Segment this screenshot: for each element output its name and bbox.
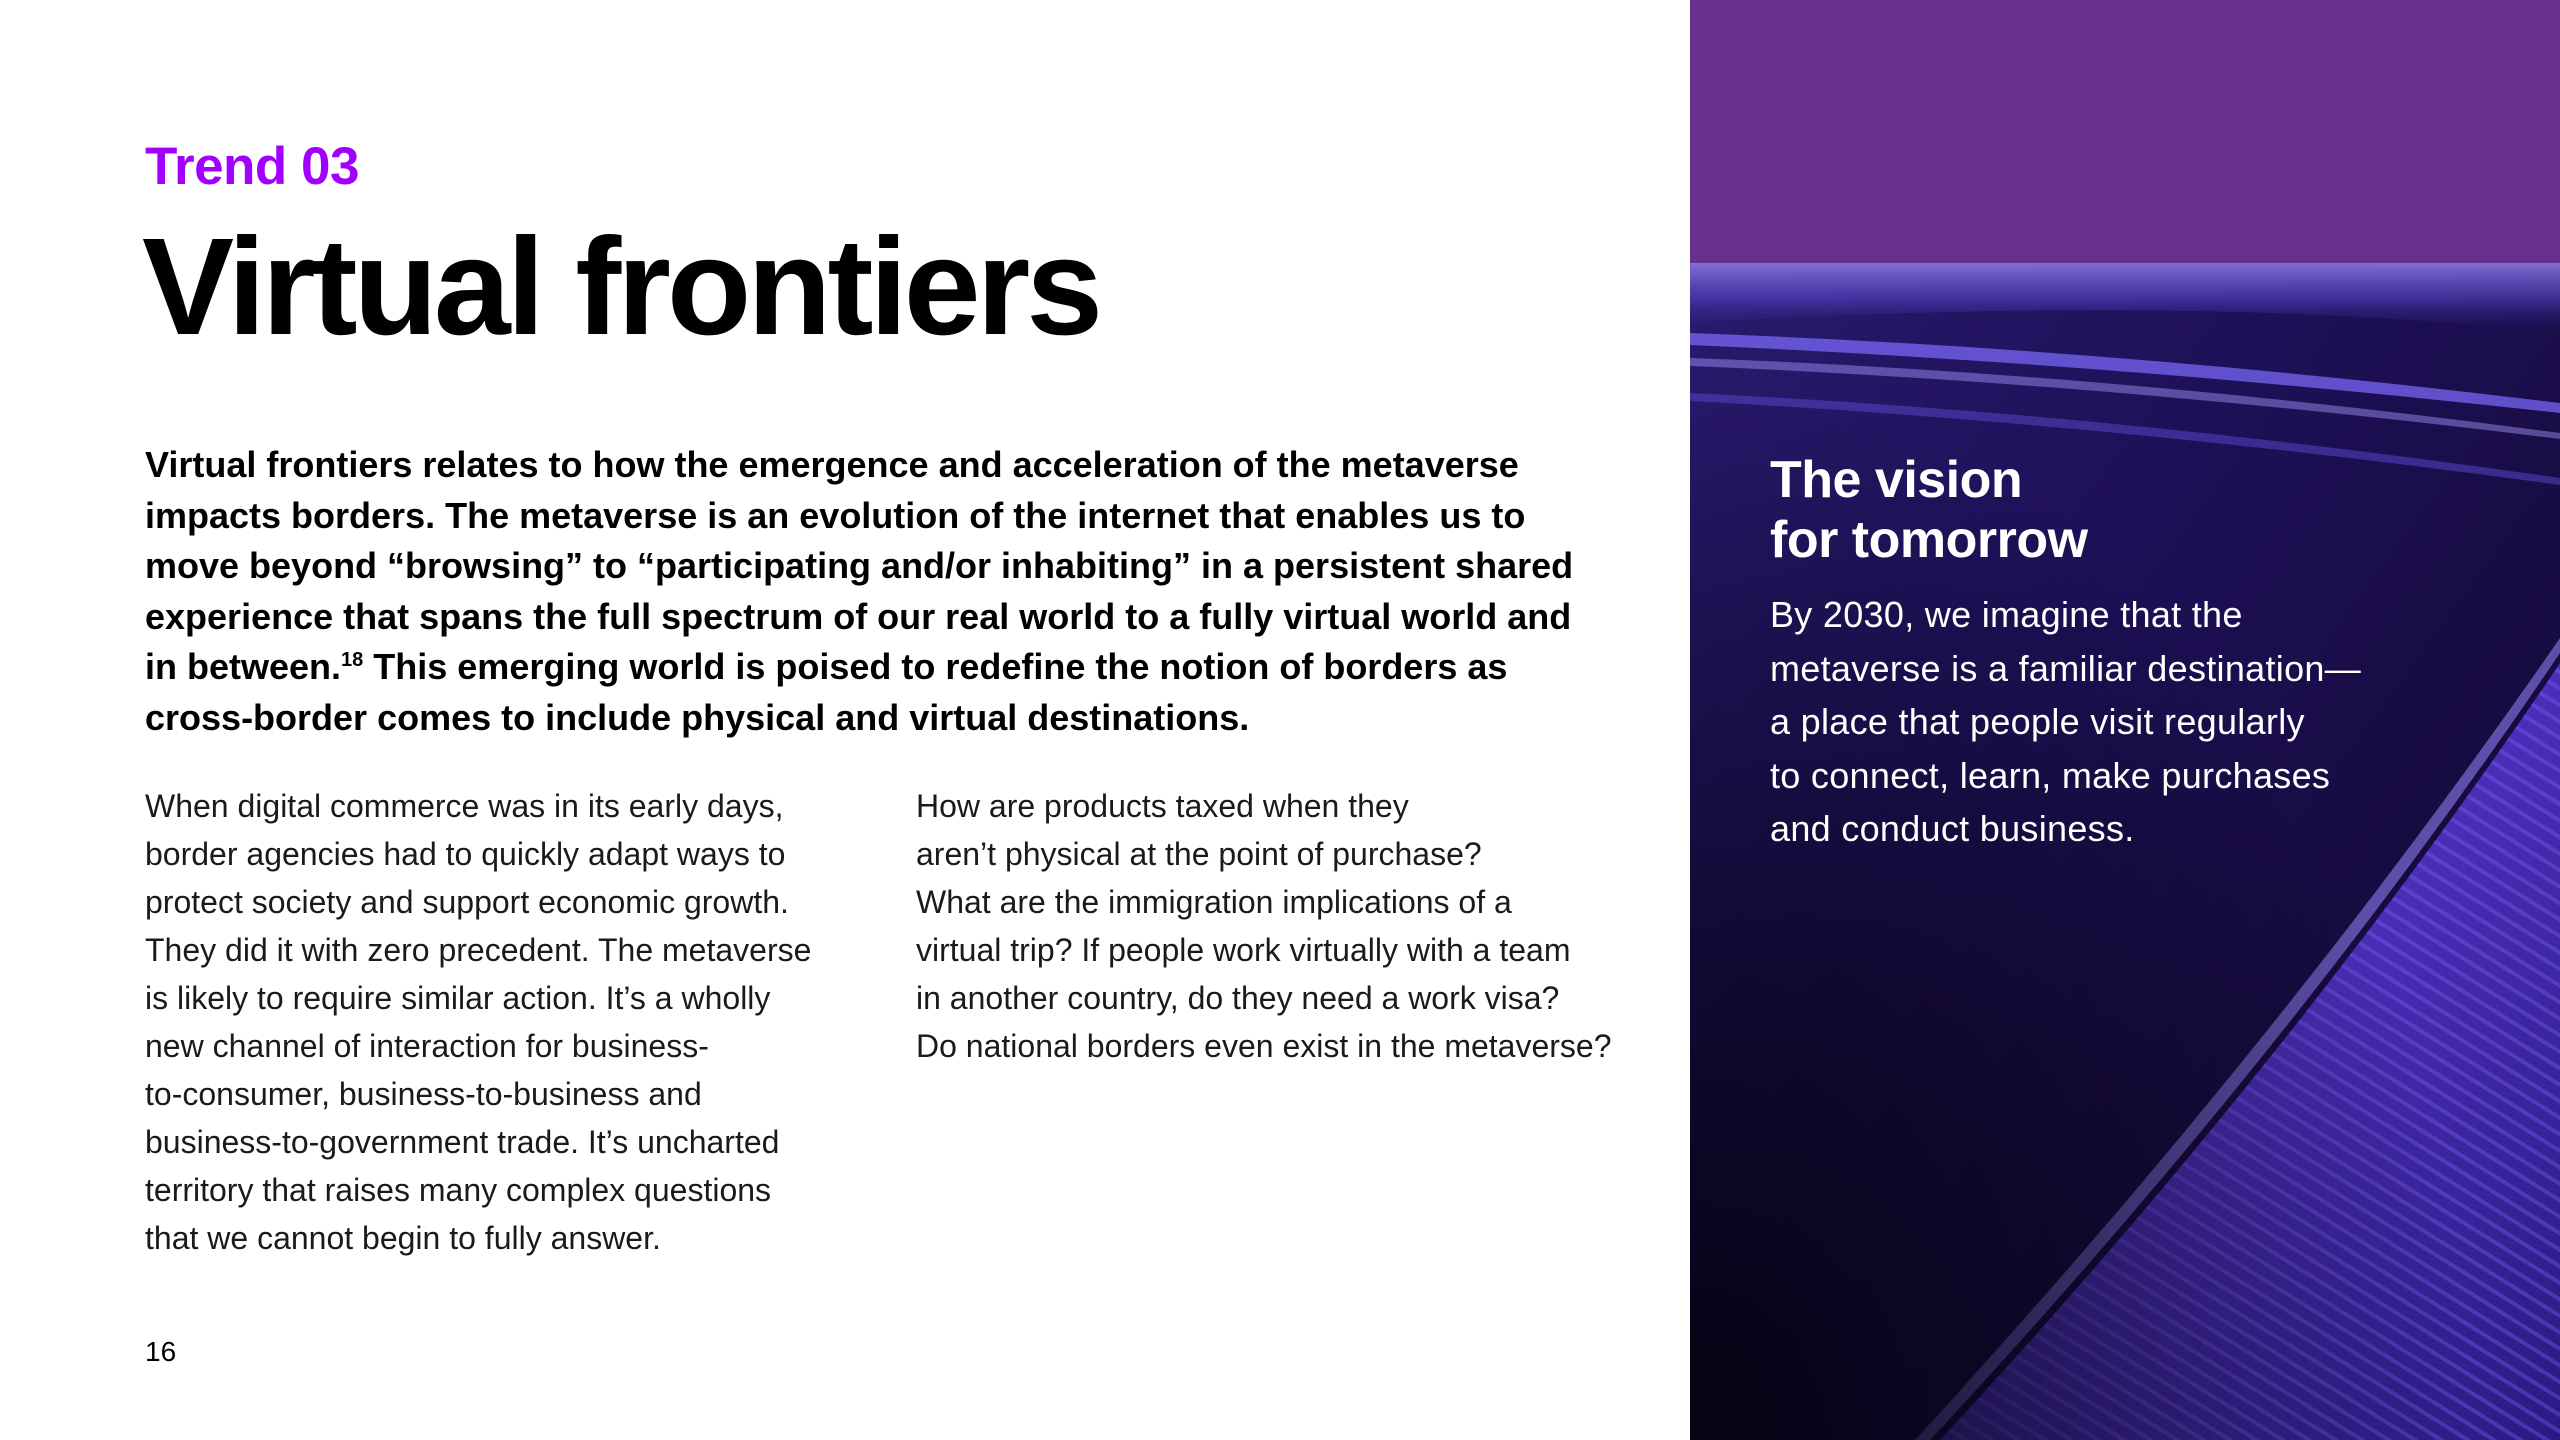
vision-body-line: metaverse is a familiar destination— <box>1770 647 2362 689</box>
body-line: territory that raises many complex questions <box>145 1172 772 1208</box>
lead-line: experience that spans the full spectrum of our real world to a fully virtual world and <box>145 595 1572 637</box>
body-line: in another country, do they need a work visa? <box>916 980 1560 1016</box>
vision-body <box>1770 588 2490 856</box>
vision-title-line: The vision <box>1770 451 2023 509</box>
page-title: Virtual frontiers <box>142 210 1100 364</box>
vision-body-line: By 2030, we imagine that the <box>1770 594 2243 635</box>
body-line: new channel of interaction for business- <box>145 1028 709 1064</box>
lead-line <box>145 642 1645 693</box>
body-line: that we cannot begin to fully answer. <box>145 1220 661 1256</box>
vision-body-line: to connect, learn, make purchases <box>1770 754 2331 796</box>
footnote-marker: 18 <box>341 649 364 671</box>
page-number: 16 <box>145 1336 177 1367</box>
vision-title <box>1770 450 2470 570</box>
lead-line: Virtual frontiers relates to how the emergence and acceleration of the metaverse <box>145 444 1519 485</box>
body-column-right <box>916 782 1636 1070</box>
vision-title-line: for tomorrow <box>1770 511 2088 569</box>
lead-text: in between. <box>145 646 342 687</box>
trend-label: Trend 03 <box>145 137 359 196</box>
body-line: How are products taxed when they <box>916 788 1409 824</box>
body-line: aren’t physical at the point of purchase? <box>916 836 1482 872</box>
body-line: border agencies had to quickly adapt ways to <box>145 836 786 872</box>
lead-paragraph <box>145 440 1645 743</box>
body-line: When digital commerce was in its early days, <box>145 788 784 824</box>
lead-line: impacts borders. The metaverse is an evolution of the internet that enables us to <box>145 494 1526 536</box>
body-line: is likely to require similar action. It’s a wholly <box>145 980 771 1016</box>
body-line: virtual trip? If people work virtually with a team <box>916 932 1571 968</box>
purple-color-block <box>1690 0 2560 263</box>
vision-body-line: and conduct business. <box>1770 808 2135 849</box>
body-line: Do national borders even exist in the metaverse? <box>916 1028 1612 1064</box>
vision-body-line: a place that people visit regularly <box>1770 701 2305 742</box>
body-line: business-to-government trade. It’s uncharted <box>145 1124 780 1160</box>
lead-line: cross-border comes to include physical and virtual destinations. <box>145 696 1250 738</box>
lead-line: move beyond “browsing” to “participating and/or inhabiting” in a persistent shared <box>145 545 1574 586</box>
body-column-left <box>145 782 845 1262</box>
body-line: protect society and support economic growth. <box>145 884 789 920</box>
body-line: to-consumer, business-to-business and <box>145 1076 702 1112</box>
body-line: What are the immigration implications of a <box>916 884 1512 920</box>
body-line: They did it with zero precedent. The metaverse <box>145 932 812 968</box>
lead-text: This emerging world is poised to redefine the notion of borders as <box>363 646 1508 687</box>
